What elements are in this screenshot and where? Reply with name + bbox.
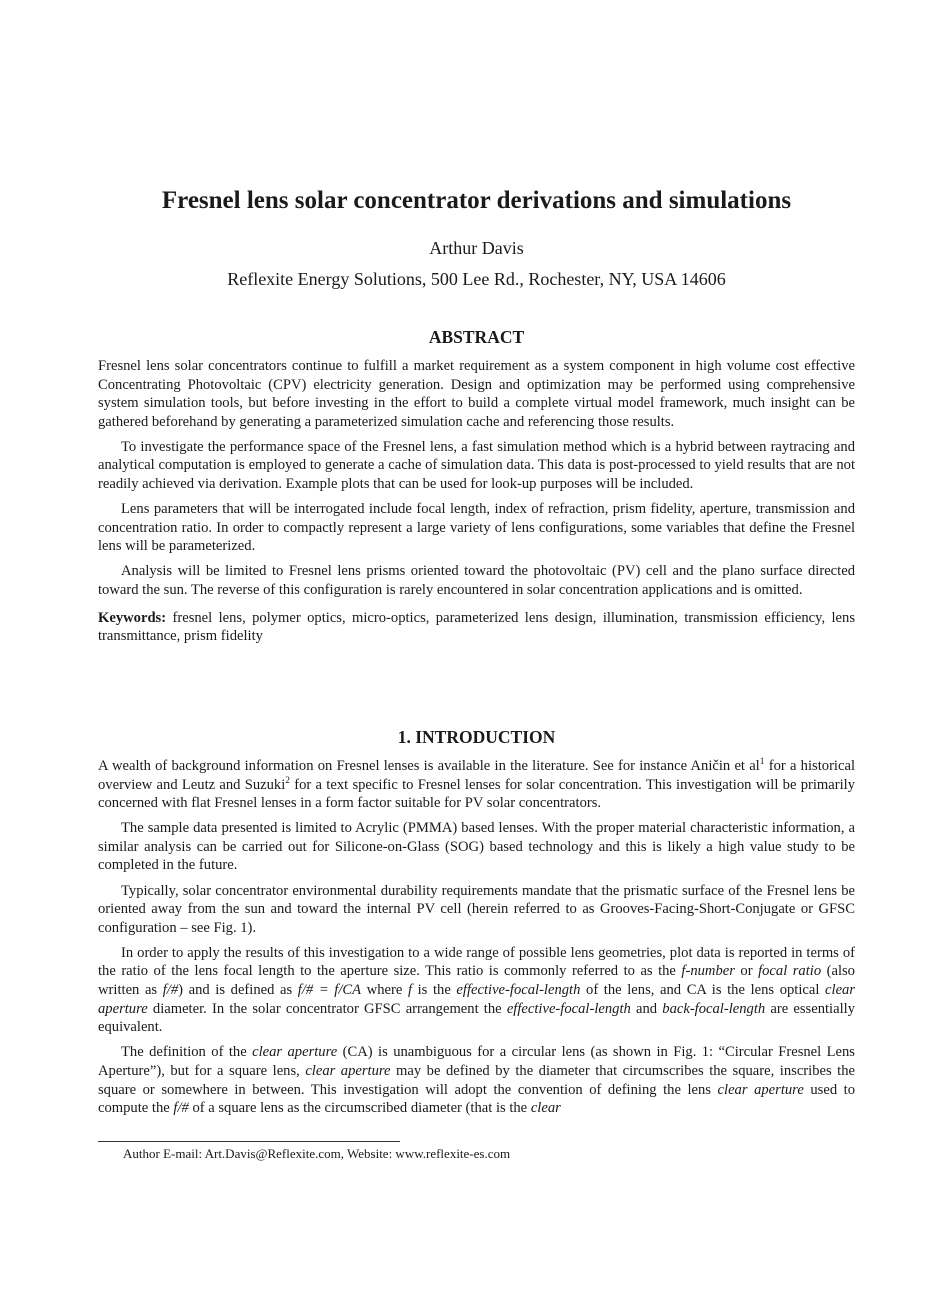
- intro-paragraph: Typically, solar concentrator environmental durability requirements mandate that the prismatic surface of the Fresnel lens be oriented away from the sun and toward the internal PV cell (herein referred to as Grooves-Facing-Short-Conjugate or GFSC configuration – see Fig. 1).: [98, 882, 855, 936]
- intro-paragraph: [98, 1043, 855, 1117]
- text-run: for a historical overview and Leutz and Suzuki: [98, 758, 855, 793]
- math: f/#: [162, 982, 179, 999]
- abstract-heading: ABSTRACT: [428, 327, 525, 347]
- abstract-body: [98, 357, 855, 652]
- author-footnote: Author E-mail: Art.Davis@Reflexite.com, Website: www.reflexite-es.com: [123, 1146, 511, 1161]
- math: f: [407, 982, 412, 999]
- text-run: of the lens, and CA is the lens optical: [580, 982, 826, 999]
- citation-ref: 1: [759, 757, 765, 768]
- emphasis: back-focal-length: [662, 1000, 766, 1017]
- emphasis: effective-focal-length: [506, 1000, 631, 1017]
- keywords-line: [98, 609, 855, 646]
- text-run: and: [630, 1000, 663, 1017]
- emphasis: f-number: [681, 963, 735, 980]
- emphasis: clear: [530, 1100, 561, 1117]
- text-run: is the: [412, 982, 457, 999]
- emphasis: clear aperture: [305, 1062, 391, 1079]
- text-run: A wealth of background information on Fresnel lenses is available in the literature. See for instance Aničin et al: [98, 758, 760, 774]
- emphasis: clear aperture: [717, 1081, 804, 1098]
- keywords-label: Keywords:: [98, 609, 167, 626]
- abstract-paragraph: To investigate the performance space of the Fresnel lens, a fast simulation method which is a hybrid between raytracing and analytical computation is employed to generate a cache of simulation data. This data is post-processed to yield results that are not readily achieved via derivation. Example plots that can be used for look-up purposes will be included.: [98, 438, 855, 493]
- introduction-body: [98, 757, 855, 1124]
- abstract-paragraph: Analysis will be limited to Fresnel lens prisms oriented toward the photovoltaic (PV) cell and the plano surface directed toward the sun. The reverse of this configuration is rarely encountered in solar concentration applications and is omitted.: [98, 563, 855, 599]
- citation-ref: 2: [285, 775, 291, 786]
- math: f/# = f/CA: [297, 982, 362, 999]
- text-run: diameter. In the solar concentrator GFSC arrangement the: [147, 1000, 507, 1017]
- text-run: may be defined by the diameter that circumscribes the square, inscribes the square or somewhere in between. This investigation will adopt the convention of defining the lens: [98, 1062, 856, 1098]
- keywords-list: fresnel lens, polymer optics, micro-optics, parameterized lens design, illumination, transmission efficiency, lens transmittance, prism fidelity: [98, 609, 855, 645]
- abstract-paragraph: Lens parameters that will be interrogated include focal length, index of refraction, prism fidelity, aperture, transmission and concentration ratio. In order to compactly represent a large variety of lens configurations, some variables that define the Fresnel lens will be parameterized.: [98, 501, 855, 555]
- intro-paragraph: [98, 757, 855, 813]
- emphasis: focal ratio: [758, 963, 822, 980]
- intro-paragraph: [98, 944, 855, 1037]
- emphasis: clear aperture: [252, 1044, 338, 1061]
- paper-title: Fresnel lens solar concentrator derivations and simulations: [161, 187, 792, 214]
- introduction-heading: 1. INTRODUCTION: [397, 727, 556, 747]
- emphasis: effective-focal-length: [456, 982, 581, 999]
- text-run: where: [361, 982, 408, 999]
- text-run: of a square lens as the circumscribed diameter (that is the: [188, 1100, 531, 1117]
- math: f/#: [173, 1100, 189, 1117]
- author-name: Arthur Davis: [429, 238, 524, 258]
- text-run: (CA) is unambiguous for a circular lens (as shown in Fig. 1: “Circular Fresnel Lens Aperture”), but for a square lens,: [98, 1044, 855, 1079]
- text-run: used to compute the: [98, 1081, 856, 1117]
- text-run: The definition of the: [121, 1044, 253, 1061]
- text-run: are essentially equivalent.: [98, 1000, 855, 1036]
- text-run: In order to apply the results of this investigation to a wide range of possible lens geometries, plot data is reported in terms of the ratio of the lens focal length to the aperture size. This ratio is commonly referred to as the: [98, 944, 855, 980]
- author-affiliation: Reflexite Energy Solutions, 500 Lee Rd., Rochester, NY, USA 14606: [227, 269, 726, 289]
- text-run: for a text specific to Fresnel lenses for solar concentration. This investigation will be primarily concerned with flat Fresnel lenses in a form factor suitable for PV solar concentrators.: [98, 776, 855, 812]
- footnote-rule: [98, 1141, 400, 1142]
- emphasis: clear aperture: [98, 982, 856, 1017]
- intro-paragraph: The sample data presented is limited to Acrylic (PMMA) based lenses. With the proper material characteristic information, a similar analysis can be carried out for Silicone-on-Glass (SOG) based technology and this is likely a high value study to be completed in the future.: [98, 820, 855, 874]
- text-run: ) and is defined as: [178, 982, 298, 999]
- text-run: (also written as: [98, 963, 855, 999]
- abstract-paragraph: Fresnel lens solar concentrators continue to fulfill a market requirement as a system component in high volume cost effective Concentrating Photovoltaic (CPV) electricity generation. Design and optimization may be performed using comprehensive system simulation tools, but before investing in the effort to build a complete virtual model framework, much insight can be gathered beforehand by generating a parameterized simulation cache and referencing those results.: [98, 358, 855, 430]
- text-run: or: [734, 963, 759, 980]
